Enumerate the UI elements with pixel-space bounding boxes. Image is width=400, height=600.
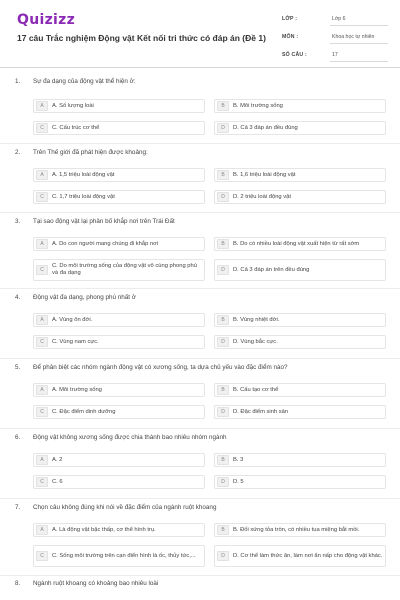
question-number: 8. bbox=[15, 580, 21, 587]
question-text: Động vật đa dạng, phong phú nhất ở bbox=[33, 294, 136, 301]
answer-option-b[interactable] bbox=[214, 453, 386, 467]
option-letter-badge: A bbox=[36, 315, 48, 325]
meta-table bbox=[282, 10, 388, 64]
answer-option-b[interactable] bbox=[214, 168, 386, 182]
answer-option-d[interactable] bbox=[214, 475, 386, 489]
meta-key: MÔN : bbox=[282, 34, 299, 40]
answer-option-a[interactable] bbox=[33, 523, 205, 537]
option-text: B. 1,6 triệu loài động vật bbox=[233, 171, 296, 178]
question-text: Ngành ruột khoang có khoảng bao nhiêu loài bbox=[33, 580, 159, 587]
option-letter-badge: D bbox=[217, 265, 229, 275]
question-text: Trên Thế giới đã phát hiện được khoảng: bbox=[33, 149, 148, 156]
answer-option-d[interactable] bbox=[214, 190, 386, 204]
option-text: D. Cả 3 đáp án trên đều đúng bbox=[233, 266, 310, 273]
option-text: D. Vùng bắc cực. bbox=[233, 338, 278, 345]
option-letter-badge: D bbox=[217, 477, 229, 487]
question-number: 3. bbox=[15, 218, 21, 225]
option-text: A. Môi trường sống bbox=[52, 386, 102, 393]
meta-row-count bbox=[282, 46, 388, 64]
answer-option-b[interactable] bbox=[214, 237, 386, 251]
answer-option-c[interactable] bbox=[33, 335, 205, 349]
answer-option-a[interactable] bbox=[33, 237, 205, 251]
option-letter-badge: A bbox=[36, 170, 48, 180]
option-letter-badge: B bbox=[217, 455, 229, 465]
answer-option-a[interactable] bbox=[33, 453, 205, 467]
meta-row-class bbox=[282, 10, 388, 28]
brand-logo: Quizizz bbox=[17, 12, 76, 28]
option-text: C. Đặc điểm dinh dưỡng bbox=[52, 408, 116, 415]
option-text: B. Vùng nhiệt đới. bbox=[233, 316, 280, 323]
option-letter-badge: C bbox=[36, 265, 48, 275]
option-letter-badge: A bbox=[36, 525, 48, 535]
option-text: A. Số lượng loài bbox=[52, 102, 94, 109]
question-number: 2. bbox=[15, 149, 21, 156]
option-letter-badge: A bbox=[36, 239, 48, 249]
option-text: D. Cơ thể làm thức ăn, làm nơi ẩn nấp cho động vật khác. bbox=[233, 552, 383, 559]
question-divider bbox=[0, 288, 400, 289]
option-letter-badge: C bbox=[36, 407, 48, 417]
option-text: A. Là động vật bậc thấp, cơ thể hình trụ. bbox=[52, 526, 156, 533]
option-text: A. 1,5 triệu loài động vật bbox=[52, 171, 115, 178]
option-text: D. Cả 3 đáp án đều đúng bbox=[233, 124, 298, 131]
answer-option-c[interactable] bbox=[33, 475, 205, 489]
answer-option-a[interactable] bbox=[33, 313, 205, 327]
answer-option-b[interactable] bbox=[214, 523, 386, 537]
option-text: A. Do con người mang chúng đi khắp nơi bbox=[52, 240, 159, 247]
option-letter-badge: A bbox=[36, 385, 48, 395]
option-letter-badge: B bbox=[217, 525, 229, 535]
answer-option-c[interactable] bbox=[33, 405, 205, 419]
question-divider bbox=[0, 358, 400, 359]
option-text: C. Do môi trường sống của động vật vô cùng phong phú và đa dạng bbox=[52, 263, 197, 276]
option-letter-badge: B bbox=[217, 315, 229, 325]
question-divider bbox=[0, 575, 400, 576]
option-letter-badge: B bbox=[217, 101, 229, 111]
option-letter-badge: C bbox=[36, 337, 48, 347]
answer-option-b[interactable] bbox=[214, 99, 386, 113]
answer-option-b[interactable] bbox=[214, 313, 386, 327]
meta-value: 17 bbox=[330, 48, 388, 62]
question-text: Chọn câu không đúng khi nói về đặc điểm của ngành ruột khoang bbox=[33, 504, 217, 511]
option-letter-badge: D bbox=[217, 123, 229, 133]
option-letter-badge: A bbox=[36, 455, 48, 465]
option-letter-badge: C bbox=[36, 477, 48, 487]
option-text: D. 5 bbox=[233, 478, 244, 485]
option-letter-badge: C bbox=[36, 551, 48, 561]
meta-value: Khoa học tự nhiên bbox=[330, 30, 388, 44]
question-divider bbox=[0, 143, 400, 144]
option-text: C. 1,7 triệu loài động vật bbox=[52, 193, 115, 200]
meta-key: LỚP : bbox=[282, 16, 298, 22]
option-letter-badge: D bbox=[217, 407, 229, 417]
option-letter-badge: D bbox=[217, 551, 229, 561]
option-text: C. Sống môi trường trên cạn điển hình là ốc, thủy tức,... bbox=[52, 552, 196, 559]
option-text: C. 6 bbox=[52, 478, 63, 485]
option-letter-badge: B bbox=[217, 239, 229, 249]
option-text: D. 2 triệu loài động vật bbox=[233, 193, 292, 200]
option-text: B. Đối xứng tỏa tròn, có nhiều tua miệng bắt mồi. bbox=[233, 526, 360, 533]
answer-option-c[interactable] bbox=[33, 259, 205, 281]
answer-option-d[interactable] bbox=[214, 405, 386, 419]
option-text: B. Do có nhiều loài động vật xuất hiện từ rất sớm bbox=[233, 240, 360, 247]
answer-option-c[interactable] bbox=[33, 190, 205, 204]
option-letter-badge: D bbox=[217, 192, 229, 202]
question-number: 6. bbox=[15, 434, 21, 441]
question-divider bbox=[0, 212, 400, 213]
answer-option-d[interactable] bbox=[214, 545, 386, 567]
option-letter-badge: C bbox=[36, 192, 48, 202]
question-number: 1. bbox=[15, 78, 21, 85]
option-letter-badge: B bbox=[217, 170, 229, 180]
option-text: B. Cấu tạo cơ thể bbox=[233, 386, 279, 393]
option-text: D. Đặc điểm sinh sản bbox=[233, 408, 289, 415]
page-title: 17 câu Trắc nghiệm Động vật Kết nối tri thức có đáp án (Đề 1) bbox=[17, 33, 266, 43]
option-text: B. 3 bbox=[233, 456, 244, 463]
option-text: C. Cấu trúc cơ thể bbox=[52, 124, 100, 131]
option-text: A. 2 bbox=[52, 456, 63, 463]
worksheet-header bbox=[0, 0, 400, 64]
answer-option-d[interactable] bbox=[214, 335, 386, 349]
question-text: Để phân biệt các nhóm ngành động vật có xương sống, ta dựa chủ yếu vào đặc điểm nào? bbox=[33, 364, 288, 371]
option-text: C. Vùng nam cực. bbox=[52, 338, 99, 345]
meta-row-subject bbox=[282, 28, 388, 46]
option-letter-badge: C bbox=[36, 123, 48, 133]
option-letter-badge: B bbox=[217, 385, 229, 395]
question-number: 4. bbox=[15, 294, 21, 301]
answer-option-a[interactable] bbox=[33, 383, 205, 397]
question-divider bbox=[0, 498, 400, 499]
header-divider bbox=[0, 67, 400, 68]
option-text: A. Vùng ôn đới. bbox=[52, 316, 93, 323]
meta-value: Lớp 6 bbox=[330, 12, 388, 26]
answer-option-d[interactable] bbox=[214, 121, 386, 135]
answer-option-c[interactable] bbox=[33, 121, 205, 135]
answer-option-a[interactable] bbox=[33, 99, 205, 113]
answer-option-b[interactable] bbox=[214, 383, 386, 397]
option-text: B. Môi trường sống bbox=[233, 102, 283, 109]
question-number: 7. bbox=[15, 504, 21, 511]
meta-key: SỐ CÂU : bbox=[282, 52, 307, 58]
question-text: Tại sao động vật lại phân bố khắp nơi trên Trái Đất bbox=[33, 218, 175, 225]
answer-option-c[interactable] bbox=[33, 545, 205, 567]
question-divider bbox=[0, 428, 400, 429]
answer-option-a[interactable] bbox=[33, 168, 205, 182]
option-letter-badge: A bbox=[36, 101, 48, 111]
question-text: Sự đa dạng của động vật thể hiện ở: bbox=[33, 78, 136, 85]
question-text: Động vật không xương sống được chia thành bao nhiêu nhóm ngành bbox=[33, 434, 227, 441]
question-number: 5. bbox=[15, 364, 21, 371]
option-letter-badge: D bbox=[217, 337, 229, 347]
answer-option-d[interactable] bbox=[214, 259, 386, 281]
